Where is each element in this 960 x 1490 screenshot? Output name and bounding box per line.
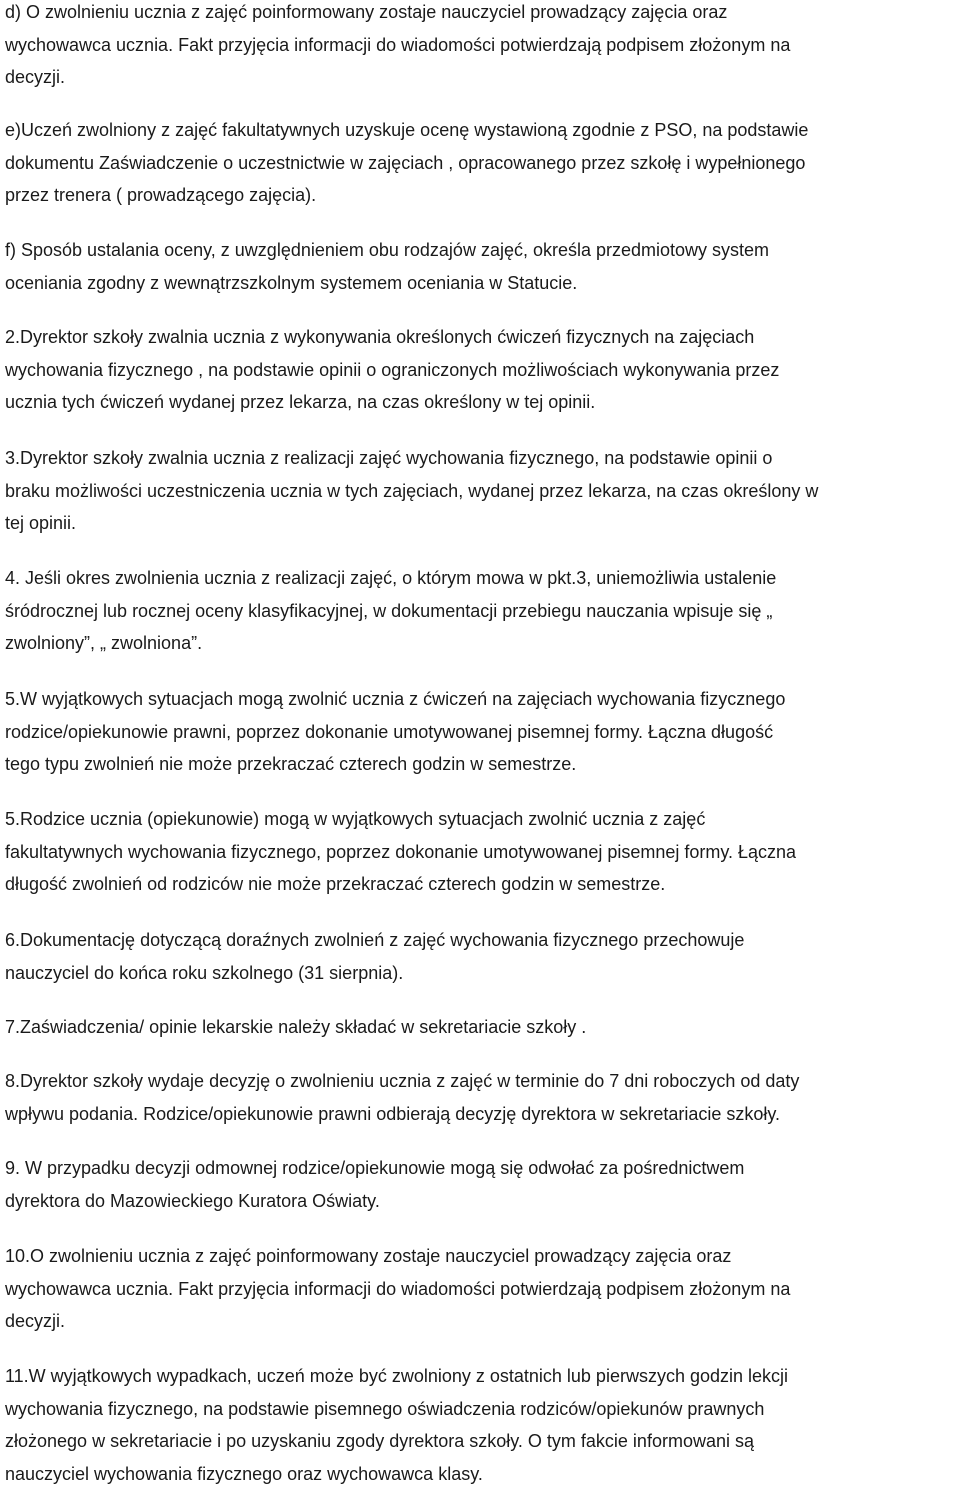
- text-line: 2.Dyrektor szkoły zwalnia ucznia z wykonywania określonych ćwiczeń fizycznych na zajęciach: [5, 321, 960, 354]
- text-line: zwolniony”, „ zwolniona”.: [5, 627, 960, 660]
- text-line: 5.W wyjątkowych sytuacjach mogą zwolnić ucznia z ćwiczeń na zajęciach wychowania fizycznego: [5, 683, 960, 716]
- text-line: dyrektora do Mazowieckiego Kuratora Oświaty.: [5, 1185, 960, 1218]
- text-line: 9. W przypadku decyzji odmownej rodzice/opiekunowie mogą się odwołać za pośrednictwem: [5, 1152, 960, 1185]
- text-line: 8.Dyrektor szkoły wydaje decyzję o zwolnieniu ucznia z zajęć w terminie do 7 dni roboczych od daty: [5, 1065, 960, 1098]
- text-line: 3.Dyrektor szkoły zwalnia ucznia z realizacji zajęć wychowania fizycznego, na podstawie opinii o: [5, 442, 960, 475]
- text-line: 5.Rodzice ucznia (opiekunowie) mogą w wyjątkowych sytuacjach zwolnić ucznia z zajęć: [5, 803, 960, 836]
- text-line: nauczyciel wychowania fizycznego oraz wychowawca klasy.: [5, 1458, 960, 1490]
- paragraph-11: [5, 1360, 960, 1490]
- text-line: długość zwolnień od rodziców nie może przekraczać czterech godzin w semestrze.: [5, 868, 960, 901]
- text-line: wychowania fizycznego , na podstawie opinii o ograniczonych możliwościach wykonywania przez: [5, 354, 960, 387]
- text-line: wpływu podania. Rodzice/opiekunowie prawni odbierają decyzję dyrektora w sekretariacie szkoły.: [5, 1098, 960, 1131]
- paragraph-8: [5, 1065, 960, 1130]
- text-line: 11.W wyjątkowych wypadkach, uczeń może być zwolniony z ostatnich lub pierwszych godzin lekcji: [5, 1360, 960, 1393]
- text-line: nauczyciel do końca roku szkolnego (31 sierpnia).: [5, 957, 960, 990]
- text-line: decyzji.: [5, 1305, 960, 1338]
- paragraph-d: [5, 0, 960, 94]
- text-line: oceniania zgodny z wewnątrzszkolnym systemem oceniania w Statucie.: [5, 267, 960, 300]
- text-line: 6.Dokumentację dotyczącą doraźnych zwolnień z zajęć wychowania fizycznego przechowuje: [5, 924, 960, 957]
- paragraph-10: [5, 1240, 960, 1338]
- paragraph-f: [5, 234, 960, 299]
- paragraph-2: [5, 321, 960, 419]
- text-line: ucznia tych ćwiczeń wydanej przez lekarza, na czas określony w tej opinii.: [5, 386, 960, 419]
- text-line: złożonego w sekretariacie i po uzyskaniu zgody dyrektora szkoły. O tym fakcie informowani są: [5, 1425, 960, 1458]
- text-line: e)Uczeń zwolniony z zajęć fakultatywnych uzyskuje ocenę wystawioną zgodnie z PSO, na podstawie: [5, 114, 960, 147]
- paragraph-5b: [5, 803, 960, 901]
- text-line: f) Sposób ustalania oceny, z uwzględnieniem obu rodzajów zajęć, określa przedmiotowy system: [5, 234, 960, 267]
- text-line: wychowania fizycznego, na podstawie pisemnego oświadczenia rodziców/opiekunów prawnych: [5, 1393, 960, 1426]
- text-line: 4. Jeśli okres zwolnienia ucznia z realizacji zajęć, o którym mowa w pkt.3, uniemożliwia ustalenie: [5, 562, 960, 595]
- text-line: tego typu zwolnień nie może przekraczać czterech godzin w semestrze.: [5, 748, 960, 781]
- text-line: 7.Zaświadczenia/ opinie lekarskie należy składać w sekretariacie szkoły .: [5, 1011, 960, 1044]
- paragraph-6: [5, 924, 960, 989]
- text-line: dokumentu Zaświadczenie o uczestnictwie w zajęciach , opracowanego przez szkołę i wypełnionego: [5, 147, 960, 180]
- paragraph-9: [5, 1152, 960, 1217]
- text-line: decyzji.: [5, 61, 960, 94]
- text-line: rodzice/opiekunowie prawni, poprzez dokonanie umotywowanej pisemnej formy. Łączna długość: [5, 716, 960, 749]
- text-line: wychowawca ucznia. Fakt przyjęcia informacji do wiadomości potwierdzają podpisem złożonym na: [5, 1273, 960, 1306]
- paragraph-e: [5, 114, 960, 212]
- text-line: 10.O zwolnieniu ucznia z zajęć poinformowany zostaje nauczyciel prowadzący zajęcia oraz: [5, 1240, 960, 1273]
- text-line: wychowawca ucznia. Fakt przyjęcia informacji do wiadomości potwierdzają podpisem złożonym na: [5, 29, 960, 62]
- text-line: przez trenera ( prowadzącego zajęcia).: [5, 179, 960, 212]
- text-line: tej opinii.: [5, 507, 960, 540]
- paragraph-5a: [5, 683, 960, 781]
- paragraph-7: [5, 1011, 960, 1044]
- text-line: fakultatywnych wychowania fizycznego, poprzez dokonanie umotywowanej pisemnej formy. Łączna: [5, 836, 960, 869]
- text-line: śródrocznej lub rocznej oceny klasyfikacyjnej, w dokumentacji przebiegu nauczania wpisuje się „: [5, 595, 960, 628]
- text-line: d) O zwolnieniu ucznia z zajęć poinformowany zostaje nauczyciel prowadzący zajęcia oraz: [5, 0, 960, 29]
- paragraph-4: [5, 562, 960, 660]
- text-line: braku możliwości uczestniczenia ucznia w tych zajęciach, wydanej przez lekarza, na czas określony w: [5, 475, 960, 508]
- paragraph-3: [5, 442, 960, 540]
